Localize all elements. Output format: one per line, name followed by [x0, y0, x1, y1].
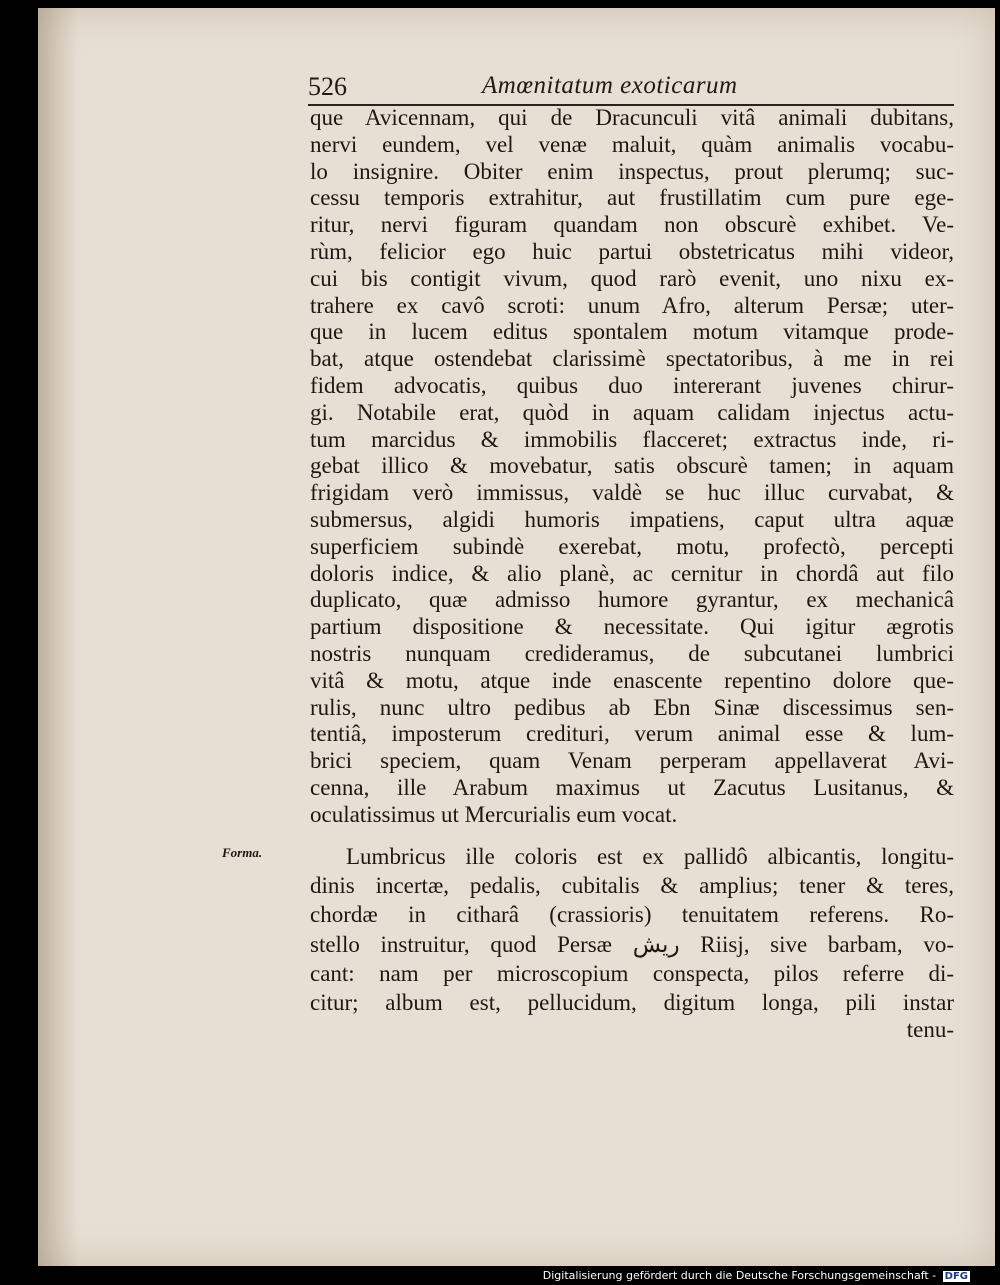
text-line: frigidam verò immissus, valdè se huc illuc curvabat, &: [310, 480, 954, 506]
catchword: tenu-: [906, 1017, 954, 1042]
text-line: duplicato, quæ admisso humore gyrantur, ex mechanicâ: [310, 587, 954, 613]
footer-text: Digitalisierung gefördert durch die Deutsche Forschungsgemeinschaft -: [542, 1269, 937, 1282]
text-line: ritur, nervi figuram quandam non obscurè exhibet. Ve-: [310, 212, 954, 238]
text-line: tentiâ, imposterum credituri, verum animal esse & lum-: [310, 721, 954, 747]
text-line: rulis, nunc ultro pedibus ab Ebn Sinæ discessimus sen-: [310, 694, 954, 720]
text-line: nervi eundem, vel venæ maluit, quàm animalis vocabu-: [310, 131, 954, 157]
text-line: bat, atque ostendebat clarissimè spectatoribus, à me in rei: [310, 346, 954, 372]
text-line: oculatissimus ut Mercurialis eum vocat.: [310, 801, 678, 827]
text-line: que in lucem editus spontalem motum vitamque prode-: [310, 319, 954, 345]
text-line: Lumbricus ille coloris est ex pallidô albicantis, longitu-: [346, 844, 954, 869]
text-line: cenna, ille Arabum maximus ut Zacutus Lusitanus, &: [310, 775, 954, 800]
page-header: [308, 72, 954, 106]
text-line: fidem advocatis, quibus duo intererant juvenes chirur-: [310, 373, 954, 398]
text-line: trahere ex cavô scroti: unum Afro, alterum Persæ; uter-: [310, 292, 954, 318]
text-line: chordæ in citharâ (crassioris) tenuitatem referens. Ro-: [310, 902, 954, 928]
text-line: gi. Notabile erat, quòd in aquam calidam injectus actu-: [310, 399, 954, 425]
text-line: cessu temporis extrahitur, aut frustillatim cum pure ege-: [310, 185, 954, 211]
margin-note: Forma.: [222, 845, 263, 860]
text-line: submersus, algidi humoris impatiens, caput ultra aquæ: [310, 507, 954, 532]
text-line: stello instruitur, quod Persæ ریش Riisj, sive barbam, vo-: [310, 931, 954, 957]
text-line: que Avicennam, qui de Dracunculi vitâ animali dubitans,: [310, 105, 954, 130]
text-line: doloris indice, & alio planè, ac cernitur in chordâ aut filo: [310, 560, 954, 586]
page-number: 526: [308, 72, 347, 101]
text-line: cant: nam per microscopium conspecta, pilos referre di-: [310, 960, 954, 986]
text-line: citur; album est, pellucidum, digitum longa, pili instar: [310, 990, 954, 1015]
running-head: Amœnitatum exoticarum: [482, 72, 738, 99]
text-line: gebat illico & movebatur, satis obscurè tamen; in aquam: [310, 453, 954, 479]
text-line: nostris nunquam credideramus, de subcutanei lumbrici: [310, 641, 954, 666]
text-line: brici speciem, quam Venam perperam appellaverat Avi-: [310, 748, 954, 774]
text-line: superficiem subindè exerebat, motu, profectò, percepti: [310, 533, 954, 559]
text-line: tum marcidus & immobilis flacceret; extractus inde, ri-: [310, 426, 954, 452]
dfg-logo: DFG: [944, 1271, 968, 1282]
text-line: dinis incertæ, pedalis, cubitalis & amplius; tener & teres,: [310, 873, 954, 899]
text-line: vitâ & motu, atque inde enascente repentino dolore que-: [310, 667, 954, 693]
text-line: lo insignire. Obiter enim inspectus, prout plerumq; suc-: [310, 158, 954, 184]
text-line: cui bis contigit vivum, quod rarò evenit, uno nixu ex-: [310, 265, 954, 291]
footer-credit: [543, 1269, 970, 1282]
text-line: partium dispositione & necessitate. Qui igitur ægrotis: [310, 614, 954, 640]
text-line: rùm, felicior ego huic partui obstetricatus mihi videor,: [310, 239, 954, 264]
